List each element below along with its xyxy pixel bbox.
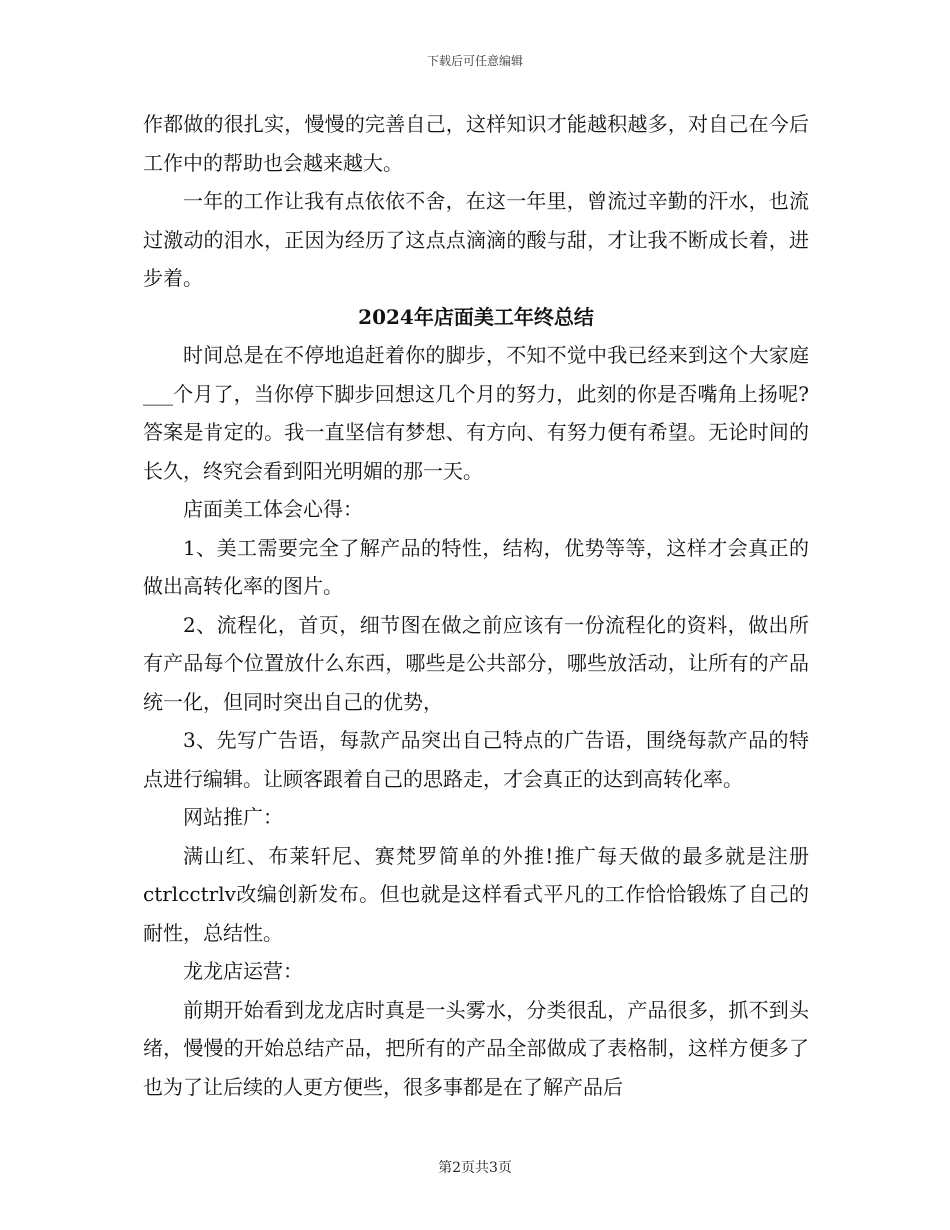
list-item-3: 3、先写广告语，每款产品突出自己特点的广告语，围绕每款产品的特点进行编辑。让顾客跟着自己的思路走，才会真正的达到高转化率。 [143,728,809,791]
subheading-experience: 店面美工体会心得： [183,497,363,521]
page-header-note: 下载后可任意编辑 [426,54,523,68]
paragraph-year-reflection: 一年的工作让我有点依依不舍，在这一年里，曾流过辛勤的汗水，也流过激动的泪水，正因为经历了这点点滴滴的酸与甜，才让我不断成长着，进步着。 [143,189,809,290]
list-item-2: 2、流程化，首页，细节图在做之前应该有一份流程化的资料，做出所有产品每个位置放什么东西，哪些是公共部分，哪些放活动，让所有的产品统一化，但同时突出自己的优势， [143,612,809,714]
paragraph-store-operation: 前期开始看到龙龙店时真是一头雾水，分类很乱，产品很多，抓不到头绪，慢慢的开始总结产品，把所有的产品全部做成了表格制，这样方便多了也为了让后续的人更方便些，很多事都是在了解产品后 [143,997,809,1099]
paragraph-intro: 时间总是在不停地追赶着你的脚步，不知不觉中我已经来到这个大家庭___个月了，当你停下脚步回想这几个月的努力，此刻的你是否嘴角上扬呢?答案是肯定的。我一直坚信有梦想、有方向、有努力便有希望。无论时间的长久，终究会看到阳光明媚的那一天。 [143,343,809,483]
paragraph-promotion: 满山红、布莱轩尼、赛梵罗简单的外推!推广每天做的最多就是注册ctrlcctrlv改编创新发布。但也就是这样看式平凡的工作恰恰锻炼了自己的耐性，总结性。 [143,843,809,945]
paragraph-continued: 作都做的很扎实，慢慢的完善自己，这样知识才能越积越多，对自己在今后工作中的帮助也会越来越大。 [143,112,809,175]
list-item-1: 1、美工需要完全了解产品的特性，结构，优势等等，这样才会真正的做出高转化率的图片。 [143,535,809,598]
page-footer: 第2页共3页 [438,1160,512,1176]
document-body [143,105,809,1106]
section-title: 2024年店面美工年终总结 [358,304,594,329]
subheading-promotion: 网站推广： [183,805,283,829]
subheading-store-operation: 龙龙店运营： [183,959,303,983]
